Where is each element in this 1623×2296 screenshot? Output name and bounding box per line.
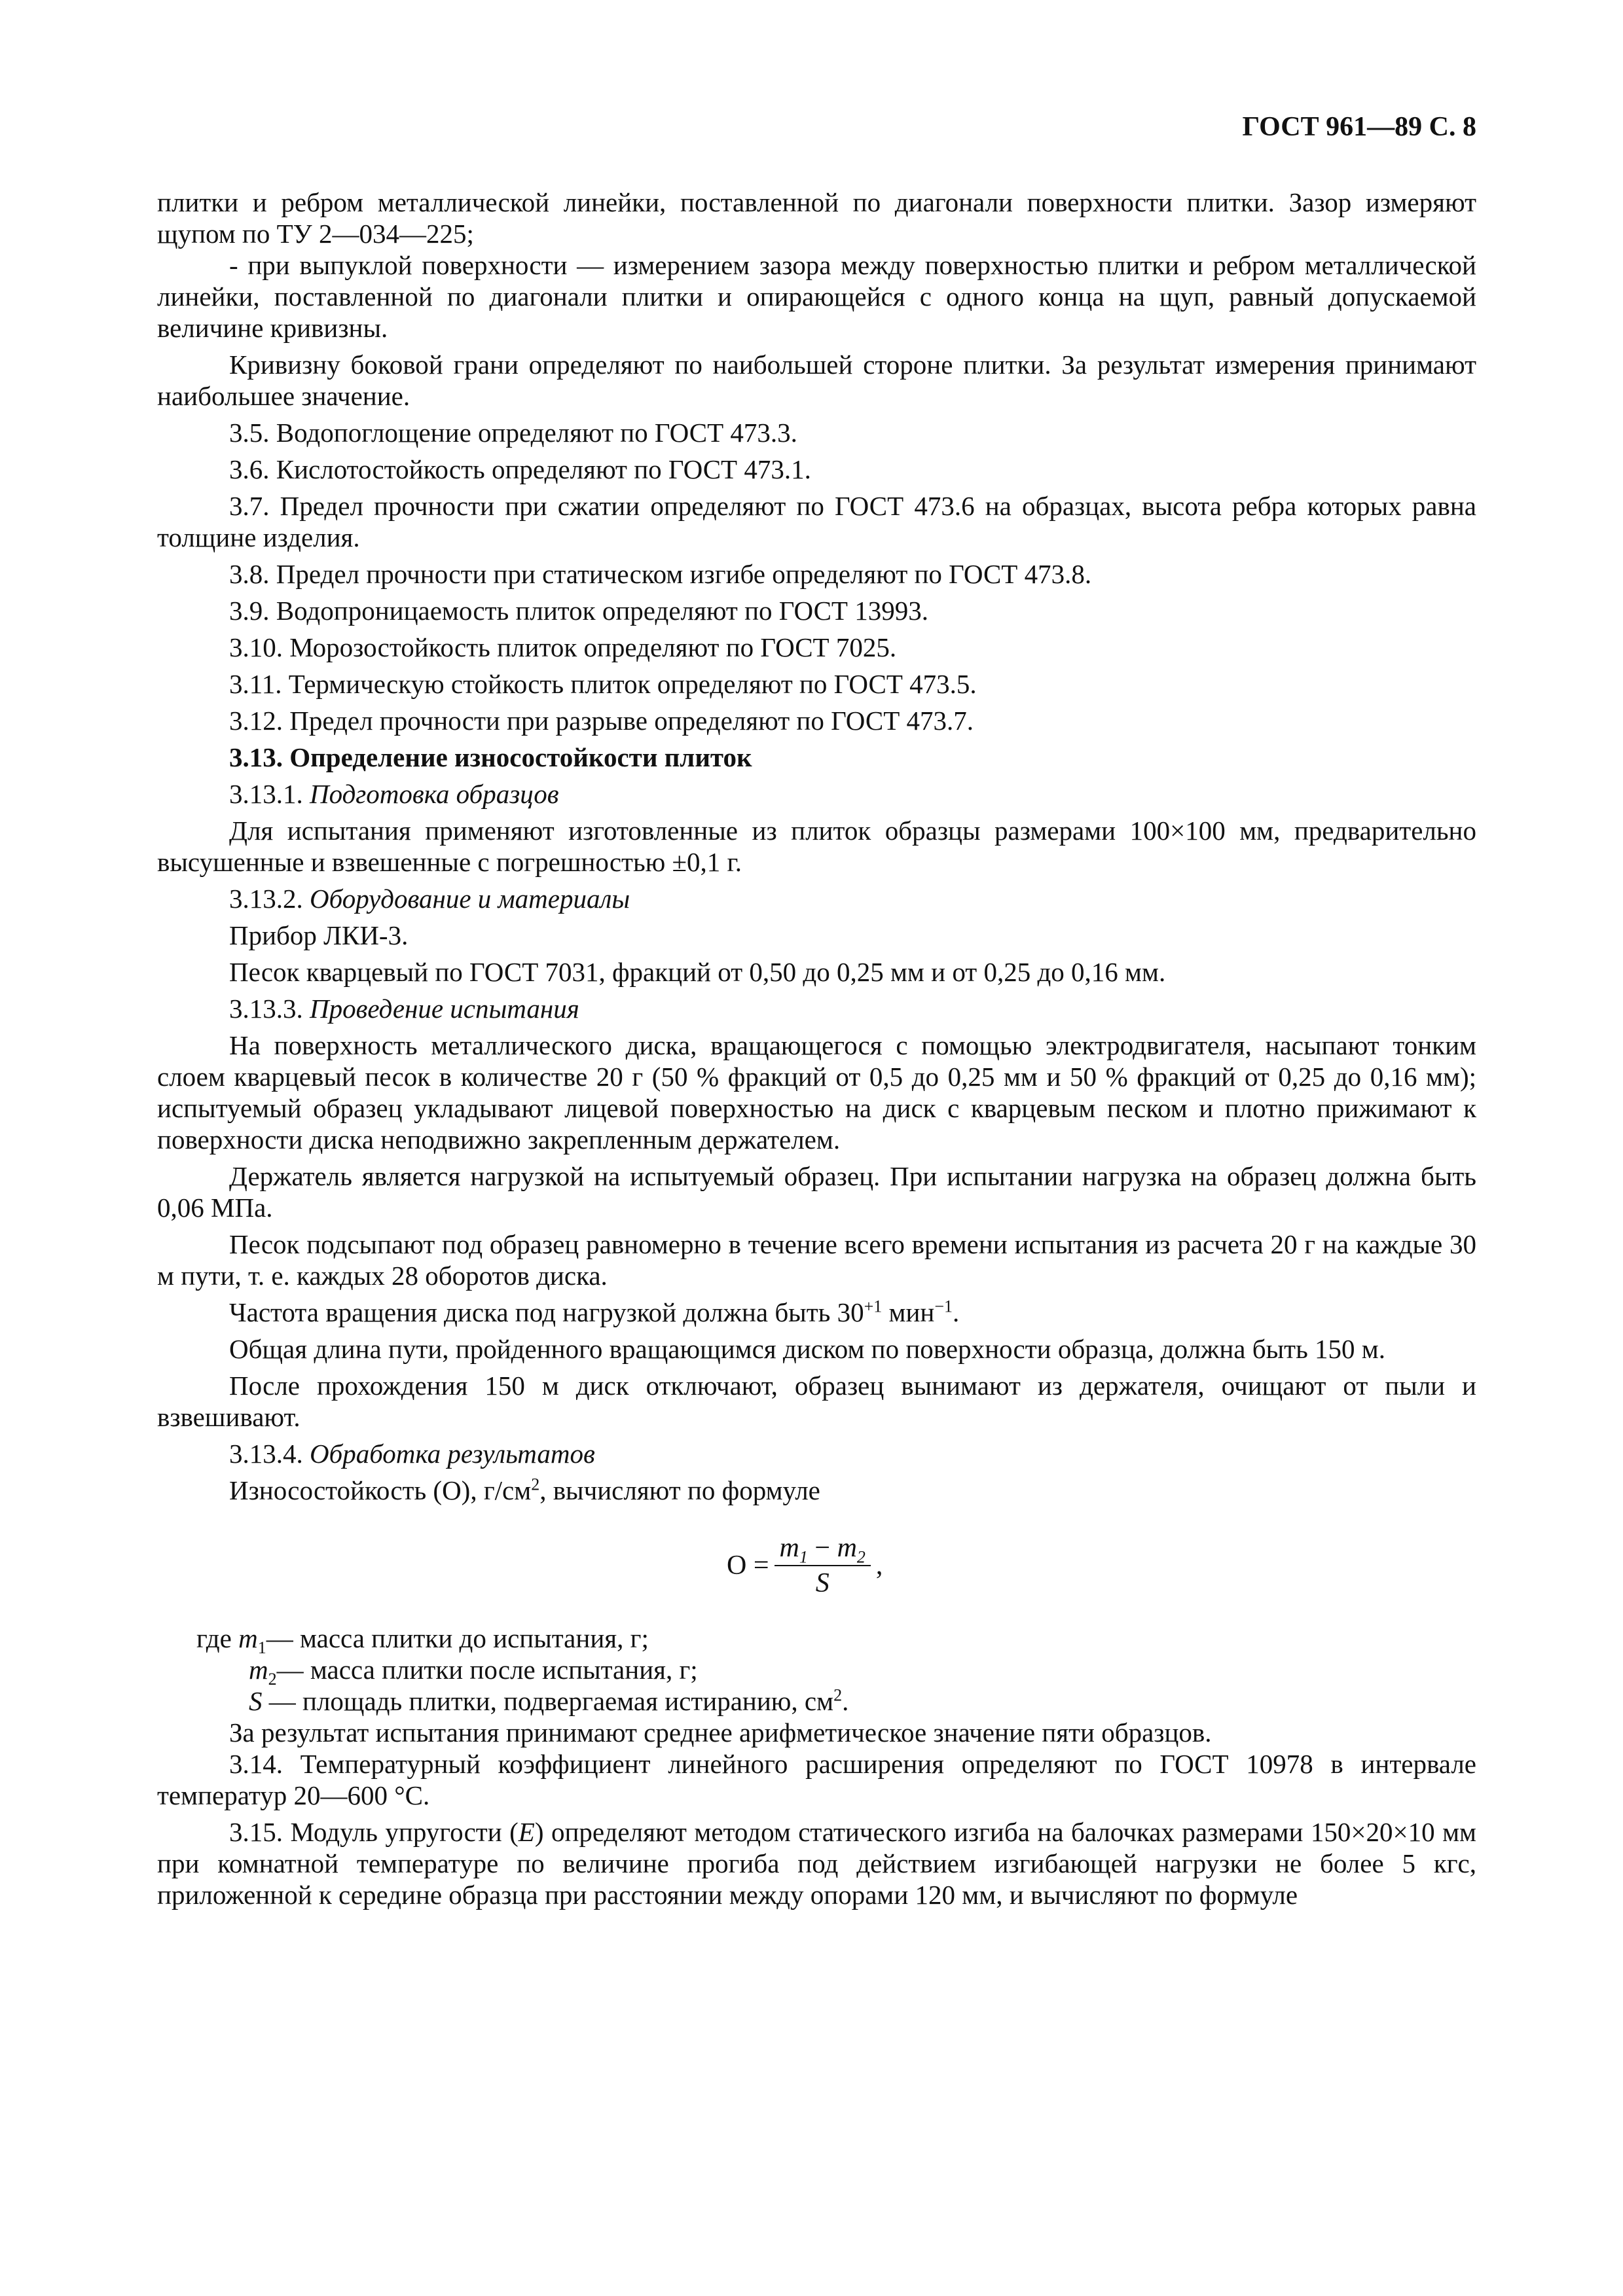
text-part: 3.15. Модуль упругости ( — [229, 1817, 519, 1847]
clause-3-13-3-heading — [157, 993, 1476, 1024]
text-part: где — [196, 1623, 239, 1653]
symbol: Е — [518, 1817, 535, 1847]
clause-title: Оборудование и материалы — [310, 884, 630, 914]
formula-numerator — [775, 1534, 871, 1566]
symbol: m — [238, 1623, 258, 1653]
paragraph-sample-prep: Для испытания применяют изготовленные из плиток образцы размерами 100×100 мм, предварительно высушенные и взвешенные с погрешностью ±0,1 г. — [157, 816, 1476, 877]
paragraph-sand-feed: Песок подсыпают под образец равномерно в течение всего времени испытания из расчета 20 г на каждые 30 м пути, т. е. каждых 28 оборотов диска. — [157, 1229, 1476, 1291]
text-part: мин — [882, 1297, 935, 1327]
clause-title: Проведение испытания — [310, 994, 579, 1024]
clause-3-6: 3.6. Кислотостойкость определяют по ГОСТ 473.1. — [229, 454, 811, 484]
formula-denominator: S — [815, 1568, 830, 1598]
clause-3-10: 3.10. Морозостойкость плиток определяют по ГОСТ 7025. — [229, 632, 897, 662]
text-part: . — [953, 1297, 960, 1327]
clause-number: 3.13.2. — [229, 884, 303, 914]
superscript: −1 — [934, 1297, 953, 1316]
subscript: 1 — [257, 1638, 266, 1658]
legend-row-m1 — [157, 1623, 1476, 1658]
superscript: 2 — [833, 1685, 843, 1705]
wear-resistance-formula — [157, 1523, 1476, 1608]
clause-3-8: 3.8. Предел прочности при статическом изгибе определяют по ГОСТ 473.8. — [229, 559, 1092, 589]
legend-row-s — [157, 1685, 1476, 1717]
clause-3-7: 3.7. Предел прочности при сжатии определяют по ГОСТ 473.6 на образцах, высота ребра которых равна толщине изделия. — [157, 491, 1476, 552]
text-part: . — [842, 1686, 849, 1716]
symbol: m — [249, 1655, 268, 1685]
paragraph-convex: - при выпуклой поверхности — измерением зазора между поверхностью плитки и ребром металлической линейки, поставленной по диагонали плитки и опирающейся с одного конца на щуп, равный допускаемой величине кривизны. — [157, 250, 1476, 343]
text-part: ) определяют методом статического изгиба на балочках размерами 150×20×10 мм при комнатной температуре по величине прогиба под действием изгибающей нагрузки не более 5 кгс, приложенной к середине образца при расстоянии между опорами 120 мм, и вычисляют по формуле — [157, 1817, 1476, 1910]
subscript: 2 — [268, 1670, 277, 1689]
operator: − — [807, 1533, 837, 1563]
clause-number: 3.13.3. — [229, 994, 303, 1024]
clause-3-9: 3.9. Водопроницаемость плиток определяют по ГОСТ 13993. — [229, 596, 928, 626]
superscript: 2 — [531, 1475, 540, 1494]
paragraph-path-length: Общая длина пути, пройденного вращающимся диском по поверхности образца, должна быть 150 м. — [229, 1334, 1385, 1364]
clause-3-13-2-heading — [157, 883, 1476, 914]
paragraph-rotation-speed — [157, 1297, 1476, 1328]
subscript: 2 — [856, 1547, 866, 1567]
clause-3-5: 3.5. Водопоглощение определяют по ГОСТ 473.3. — [229, 418, 797, 448]
clause-3-14: 3.14. Температурный коэффициент линейного расширения определяют по ГОСТ 10978 в интервале температур 20—600 °С. — [157, 1749, 1476, 1810]
clause-3-13-heading: 3.13. Определение износостойкости плиток — [229, 742, 752, 772]
paragraph-sand: Песок кварцевый по ГОСТ 7031, фракций от 0,50 до 0,25 мм и от 0,25 до 0,16 мм. — [229, 957, 1166, 987]
text-part: Частота вращения диска под нагрузкой должна быть 30 — [229, 1297, 864, 1327]
paragraph-holder-load: Держатель является нагрузкой на испытуемый образец. При испытании нагрузка на образец должна быть 0,06 МПа. — [157, 1161, 1476, 1223]
formula-lhs: О = — [727, 1551, 769, 1581]
paragraph-edge-curvature: Кривизну боковой грани определяют по наибольшей стороне плитки. За результат измерения принимают наибольшее значение. — [157, 350, 1476, 411]
text-part: — масса плитки до испытания, г; — [266, 1623, 649, 1653]
superscript: +1 — [864, 1297, 883, 1316]
running-header: ГОСТ 961—89 С. 8 — [1242, 112, 1476, 142]
page-body — [157, 187, 1476, 1910]
paragraph-device: Прибор ЛКИ-3. — [229, 920, 409, 950]
text-part: , вычисляют по формуле — [539, 1475, 820, 1505]
formula-expression — [727, 1523, 883, 1608]
formula-legend — [157, 1623, 1476, 1717]
legend-row-m2 — [157, 1654, 1476, 1689]
clause-3-13-4-heading — [157, 1438, 1476, 1469]
paragraph-after-test: После прохождения 150 м диск отключают, образец вынимают из держателя, очищают от пыли и взвешивают. — [157, 1371, 1476, 1432]
formula-fraction — [775, 1534, 871, 1598]
clause-3-11: 3.11. Термическую стойкость плиток определяют по ГОСТ 473.5. — [229, 669, 977, 699]
text-part: — масса плитки после испытания, г; — [276, 1655, 698, 1685]
paragraph-result: За результат испытания принимают среднее арифметическое значение пяти образцов. — [229, 1717, 1212, 1748]
symbol: m — [837, 1533, 857, 1563]
clause-3-12: 3.12. Предел прочности при разрыве определяют по ГОСТ 473.7. — [229, 706, 974, 736]
clause-number: 3.13.1. — [229, 779, 303, 809]
text-part: — площадь плитки, подвергаемая истиранию, см — [262, 1686, 834, 1716]
paragraph-test-procedure: На поверхность металлического диска, вращающегося с помощью электродвигателя, насыпают тонким слоем кварцевый песок в количестве 20 г (50 % фракций от 0,5 до 0,25 мм и 50 % фракций от 0,25 до 0,16 мм); испытуемый образец укладывают лицевой поверхностью на диск с кварцевым песком и плотно прижимают к поверхности диска неподвижно закрепленным держателем. — [157, 1030, 1476, 1155]
clause-3-15 — [157, 1816, 1476, 1910]
clause-number: 3.13.4. — [229, 1439, 303, 1469]
subscript: 1 — [799, 1547, 808, 1567]
text-part: Износостойкость (О), г/см — [229, 1475, 532, 1505]
symbol: S — [249, 1686, 263, 1716]
symbol: m — [779, 1533, 799, 1563]
paragraph-continued: плитки и ребром металлической линейки, поставленной по диагонали поверхности плитки. Зазор измеряют щупом по ТУ 2—034—225; — [157, 187, 1476, 249]
clause-title: Подготовка образцов — [310, 779, 559, 809]
clause-3-13-1-heading — [157, 778, 1476, 810]
formula-comma: , — [875, 1551, 883, 1581]
clause-title: Обработка результатов — [310, 1439, 595, 1469]
paragraph-wear-formula-intro — [157, 1475, 1476, 1506]
